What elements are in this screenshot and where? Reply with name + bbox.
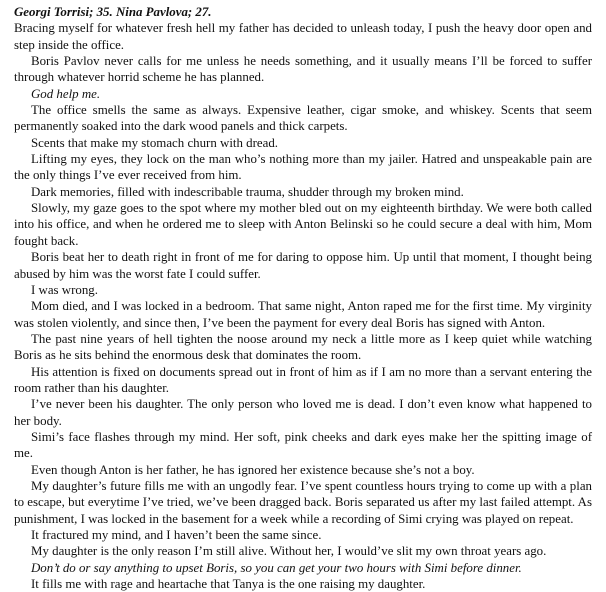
- paragraph: I was wrong.: [31, 282, 98, 297]
- paragraph: Dark memories, filled with indescribable trauma, shudder through my broken mind.: [31, 184, 464, 199]
- paragraph: Lifting my eyes, they lock on the man who’s nothing more than my jailer. Hatred and unspeakable pain are the only things I’ve ever received from him.: [14, 152, 592, 183]
- paragraph: My daughter’s future fills me with an ungodly fear. I’ve spent countless hours trying to come up with a plan to escape, but everytime I’ve tried, we’ve been dragged back. Boris separated us after my last failed attempt. As punishment, I was locked in the basement for a week while a recording of Simi crying was played on repeat.: [14, 478, 592, 526]
- paragraph: Scents that make my stomach churn with dread.: [31, 135, 279, 150]
- paragraph: It fills me with rage and heartache that Tanya is the one raising my daughter.: [31, 577, 426, 592]
- paragraph: Slowly, my gaze goes to the spot where my mother bled out on my eighteenth birthday. We were both called into his office, and when he ordered me to sleep with Anton Belinski so he could secure a deal with him, Mom fought back.: [14, 201, 592, 248]
- paragraph: Mom died, and I was locked in a bedroom. That same night, Anton raped me for the first time. My virginity was stolen violently, and since then, I’ve been the payment for every deal Boris has signed with Anton.: [14, 299, 592, 330]
- paragraph: God help me.: [31, 86, 101, 101]
- paragraph: Even though Anton is her father, he has ignored her existence because she’s not a boy.: [31, 462, 475, 477]
- body-text: [14, 20, 592, 592]
- chapter-heading: Georgi Torrisi; 35. Nina Pavlova; 27.: [14, 5, 212, 19]
- paragraph: I’ve never been his daughter. The only person who loved me is dead. I don’t even know what happened to her body.: [14, 397, 592, 428]
- paragraph: The office smells the same as always. Expensive leather, cigar smoke, and whiskey. Scents that seem permanently soaked into the dark wood panels and thick carpets.: [14, 103, 592, 134]
- paragraph: It fractured my mind, and I haven’t been the same since.: [31, 528, 322, 542]
- paragraph: Simi’s face flashes through my mind. Her soft, pink cheeks and dark eyes make her the spitting image of me.: [14, 429, 592, 461]
- paragraph: My daughter is the only reason I’m still alive. Without her, I would’ve slit my own throat years ago.: [31, 544, 547, 559]
- paragraph: Don’t do or say anything to upset Boris, so you can get your two hours with Simi before dinner.: [31, 560, 522, 575]
- paragraph: Bracing myself for whatever fresh hell my father has decided to unleash today, I push the heavy door open and step inside the office.: [14, 21, 592, 52]
- paragraph: Boris Pavlov never calls for me unless he needs something, and it usually means I’ll be forced to suffer through whatever horrid scheme he has planned.: [14, 54, 592, 85]
- paragraph: Boris beat her to death right in front of me for daring to oppose him. Up until that moment, I thought being abused by him was the worst fate I could suffer.: [14, 250, 592, 281]
- paragraph: His attention is fixed on documents spread out in front of him as if I am no more than a servant entering the room rather than his daughter.: [14, 364, 592, 395]
- paragraph: The past nine years of hell tighten the noose around my neck a little more as I keep quiet while watching Boris as he sits behind the enormous desk that dominates the room.: [14, 331, 592, 363]
